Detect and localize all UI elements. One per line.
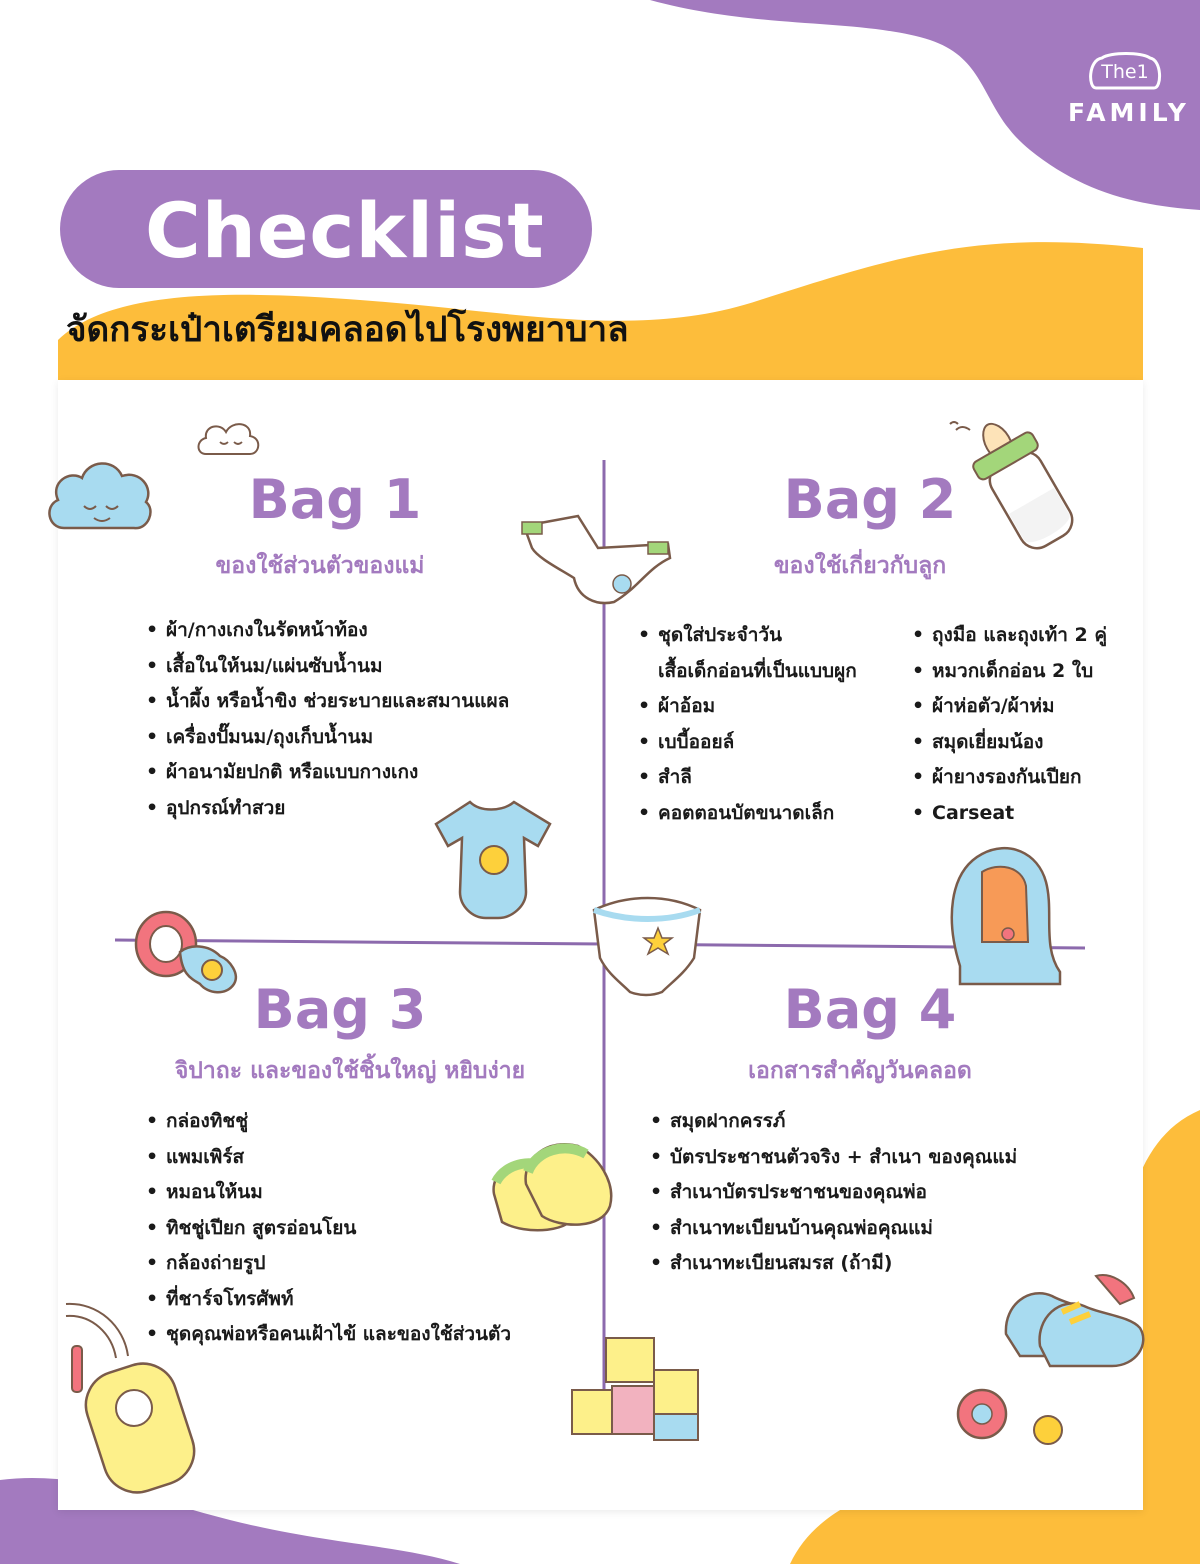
list-item: • ผ้าอนามัยปกติ หรือแบบกางเกง: [146, 755, 509, 791]
list-item-text: ชุดใส่ประจำวัน: [658, 624, 783, 646]
bag-1-subtitle: ของใช้ส่วนตัวของแม่: [215, 553, 425, 579]
list-item: • ถุงมือ และถุงเท้า 2 คู่: [912, 618, 1107, 654]
sneakers-icon: [1000, 1264, 1160, 1374]
bag-3-title: Bag 3: [253, 978, 427, 1041]
bag-2-title: Bag 2: [783, 468, 957, 531]
toy-balls-icon: [954, 1384, 1066, 1454]
list-item: • คอตตอนบัตขนาดเล็ก: [638, 796, 857, 832]
list-item: • ทิชชู่เปียก สูตรอ่อนโยน: [146, 1211, 511, 1247]
bag-2-subtitle: ของใช้เกี่ยวกับลูก: [773, 553, 947, 579]
list-item: • สำเนาบัตรประชาชนของคุณพ่อ: [650, 1175, 1017, 1211]
list-item: • หมวกเด็กอ่อน 2 ใบ: [912, 654, 1107, 690]
bag-4-list: [650, 1104, 1017, 1282]
page-subtitle: จัดกระเป๋าเตรียมคลอดไปโรงพยาบาล: [66, 310, 629, 350]
bag-1-list: [146, 613, 509, 826]
list-item: • ผ้า/กางเกงในรัดหน้าท้อง: [146, 613, 509, 649]
page-title: Checklist: [145, 186, 545, 275]
list-item: • ชุดคุณพ่อหรือคนเฝ้าไข้ และของใช้ส่วนตัว: [146, 1317, 511, 1353]
abc-blocks-icon: [566, 1330, 706, 1444]
list-item: • ผ้ายางรองกันเปียก: [912, 760, 1107, 796]
list-item: • กล้องถ่ายรูป: [146, 1246, 511, 1282]
bag-2-list-right: [912, 618, 1107, 831]
list-item-continuation: เสื้อเด็กอ่อนที่เป็นแบบผูก: [658, 659, 857, 682]
list-item: • สำลี: [638, 760, 857, 796]
bag-1-title: Bag 1: [248, 468, 422, 531]
list-item: • แพมเพิร์ส: [146, 1140, 511, 1176]
cloud-icon: [44, 448, 156, 540]
list-item: • น้ำผึ้ง หรือน้ำขิง ช่วยระบายและสมานแผล: [146, 684, 509, 720]
diaper-icon: [518, 508, 676, 608]
bag-4-subtitle: เอกสารสำคัญวันคลอด: [748, 1058, 972, 1084]
list-item: • สมุดฝากครรภ์: [650, 1104, 1017, 1140]
list-item: • สำเนาทะเบียนบ้านคุณพ่อคุณแม่: [650, 1211, 1017, 1247]
list-item: • ผ้าอ้อม: [638, 689, 857, 725]
list-item: • สำเนาทะเบียนสมรส (ถ้ามี): [650, 1246, 1017, 1282]
logo-the1: The1: [1101, 61, 1149, 83]
logo-family: FAMILY: [1068, 98, 1190, 127]
list-item: • Carseat: [912, 796, 1107, 832]
small-cloud-icon: [196, 418, 262, 460]
list-item: • ผ้าห่อตัว/ผ้าห่ม: [912, 689, 1107, 725]
list-item: • กล่องทิชชู่: [146, 1104, 511, 1140]
list-item: • หมอนให้นม: [146, 1175, 511, 1211]
list-item: • เสื้อในให้นม/แผ่นซับน้ำนม: [146, 649, 509, 685]
list-item: [638, 618, 857, 689]
list-item: • เบบี้ออยล์: [638, 725, 857, 761]
bag-3-subtitle: จิปาถะ และของใช้ชิ้นใหญ่ หยิบง่าย: [174, 1058, 526, 1084]
bag-3-list: [146, 1104, 511, 1353]
list-item: • เครื่องปั๊มนม/ถุงเก็บน้ำนม: [146, 720, 509, 756]
list-item: • สมุดเยี่ยมน้อง: [912, 725, 1107, 761]
list-item: • อุปกรณ์ทำสวย: [146, 791, 509, 827]
list-item: • บัตรประชาชนตัวจริง + สำเนา ของคุณแม่: [650, 1140, 1017, 1176]
bag-4-title: Bag 4: [783, 978, 957, 1041]
car-seat-icon: [942, 842, 1066, 994]
bag-2-list-left: [638, 618, 857, 831]
list-item: • ที่ชาร์จโทรศัพท์: [146, 1282, 511, 1318]
